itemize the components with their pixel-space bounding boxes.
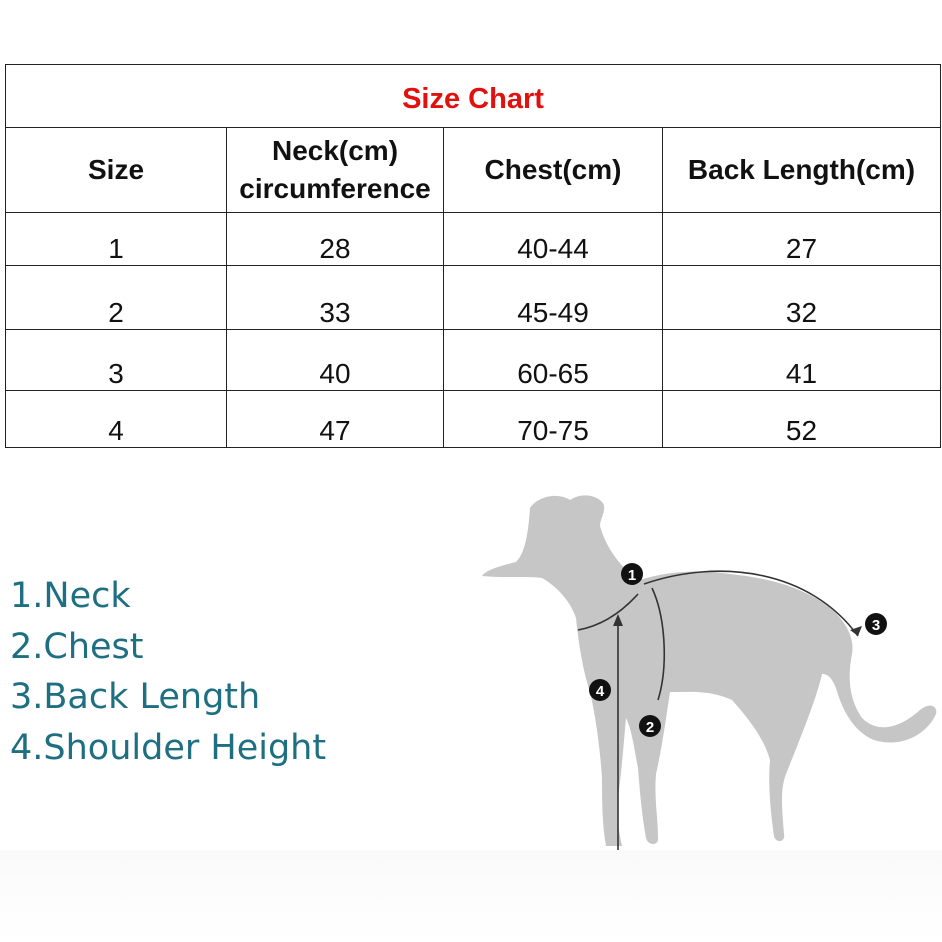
legend-item-chest: 2.Chest (10, 626, 144, 667)
cell-size: 2 (6, 266, 227, 330)
cell-back: 32 (663, 266, 941, 330)
header-chest: Chest(cm) (444, 128, 663, 213)
header-neck-line1: Neck(cm) (271, 135, 399, 166)
legend-item-shoulder-height: 4.Shoulder Height (10, 727, 327, 768)
marker-2 (639, 715, 661, 737)
header-neck-line2: circumference (239, 173, 431, 204)
header-size: Size (6, 128, 227, 213)
marker-3-label: 3 (871, 617, 881, 634)
cell-back: 41 (663, 330, 941, 391)
cell-size: 4 (6, 391, 227, 448)
table-row (6, 213, 941, 266)
cell-neck: 33 (227, 266, 444, 330)
marker-3 (865, 613, 887, 635)
cell-back: 27 (663, 213, 941, 266)
legend-item-neck: 1.Neck (10, 576, 131, 616)
cell-chest: 60-65 (444, 330, 663, 391)
cell-back: 52 (663, 391, 941, 448)
marker-4-label: 4 (595, 683, 605, 700)
size-chart-title: Size Chart (6, 65, 941, 128)
cell-chest: 70-75 (444, 391, 663, 448)
marker-1-label: 1 (627, 567, 637, 584)
cell-size: 1 (6, 213, 227, 266)
bottom-background (0, 850, 942, 942)
dog-silhouette (482, 495, 936, 846)
header-back-length: Back Length(cm) (663, 128, 941, 213)
cell-neck: 40 (227, 330, 444, 391)
header-neck (227, 128, 444, 213)
marker-2-label: 2 (645, 719, 655, 736)
size-chart-table (5, 64, 941, 448)
table-row (6, 391, 941, 448)
cell-chest: 45-49 (444, 266, 663, 330)
dog-measurement-diagram (430, 478, 942, 858)
measurement-legend (10, 572, 326, 774)
cell-neck: 47 (227, 391, 444, 448)
marker-4 (589, 679, 611, 701)
cell-size: 3 (6, 330, 227, 391)
legend-item-back-length: 3.Back Length (10, 677, 261, 717)
table-row (6, 266, 941, 330)
table-row (6, 330, 941, 391)
cell-neck: 28 (227, 213, 444, 266)
cell-chest: 40-44 (444, 213, 663, 266)
marker-1 (621, 563, 643, 585)
